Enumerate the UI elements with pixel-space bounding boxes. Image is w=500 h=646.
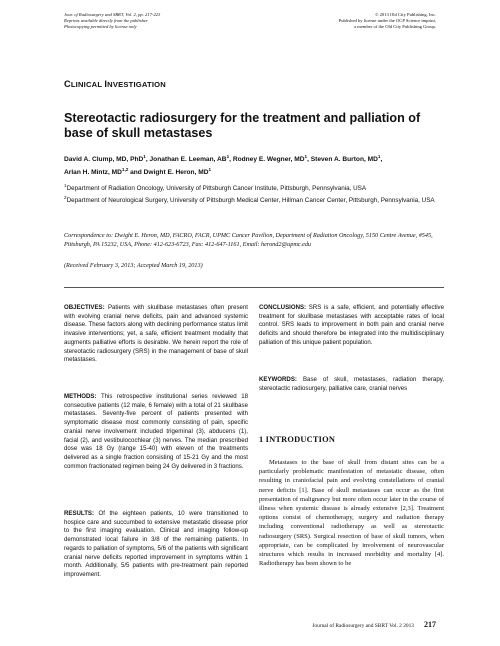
header-line: a member of the Old City Publishing Group. <box>354 24 436 29</box>
affiliation: $^1$Department of Radiation Oncology, University of Pittsburgh Cancer Institute, Pittsburgh, Pennsylvania, USA <box>64 183 367 193</box>
author: David A. Clump, MD, PhD <box>64 156 144 164</box>
abstract-conclusions: CONCLUSIONS: SRS is a safe, efficient, and potentially effective treatment for skullbase metastases with acceptable rates of local control. SRS leads to improvement in both pain and cranial nerve deficits and should therefore be integrated into the multidisciplinary palliation of this unique patient population. <box>259 304 444 346</box>
abstract-objectives: OBJECTIVES: Patients with skullbase metastases often present with evolving cranial nerve deficits, pain and advanced systemic disease. These factors along with declining performance status limit invasive interventions; yet, a safe, efficient treatment modality that augments palliative efforts is desirable. We herein report the role of stereotactic radiosurgery (SRS) in the management of base of skull metastases. <box>64 304 248 364</box>
author: Arlan H. Mintz, MD <box>64 168 122 176</box>
abstract-results: RESULTS: Of the eighteen patients, 10 were transitioned to hospice care and succumbed to extensive metastatic disease prior to the first imaging evaluation. Clinical and imaging follow-up demonstrated local failure in 3/8 of the remaining patients. In regards to palliation of symptoms, 5/6 of the patients with significant cranial nerve deficits reported improvement in symptoms within 1 month. Additionally, 5/5 patients with pre-treatment pain reported improvement. <box>64 510 248 578</box>
author-list: David A. Clump, MD, PhD$^1$, Jonathan E. Leeman, $AB^1$, Rodney E. Wegner, $MD^1$, Steven A. Burton, $MD^1$, Arlan H. Mintz, MD$^{1,2}$ and Dwight E. Heron, $MD^1$ <box>64 154 383 176</box>
section-heading: 1 INTRODUCTION <box>259 435 336 444</box>
copyright-header <box>236 12 436 30</box>
header-line: Reprints available directly from the publisher <box>64 18 148 23</box>
footer-journal: Journal of Radiosurgery and SBRT Vol. 2 2013 <box>312 623 414 629</box>
page-footer <box>312 620 436 629</box>
journal-citation-header <box>64 12 264 30</box>
header-line: Jour. of Radiosurgery and SBRT, Vol. 2, pp. 217-223 <box>64 12 161 17</box>
body-paragraph: Metastases to the base of skull from distant sites can be a particularly problematic manifestation of metastatic disease, often resulting in craniofacial pain and evolving constellations of cranial nerve deficits [1]. Base of skull metastases can occur as the first presentation of malignancy but more often occur later in the course of illness when systemic disease is already extensive [2,3]. Treatment options consist of chemotherapy, surgery and radiation therapy including conventional radiotherapy as well as stereotactic radiosurgery (SRS). Surgical resection of base of skull tumors, when appropriate, can be complicated by involvement of neurovascular structures which results in increased morbidity and mortality [4]. Radiotherapy has been shown to be <box>259 459 444 568</box>
received-dates: (Received February 3, 2013; Accepted March 19, 2013) <box>64 262 203 269</box>
header-line: Published by license under the OCP Science imprint, <box>338 18 436 23</box>
author: Dwight E. Heron, MD <box>143 168 209 176</box>
section-label: CLINICAL INVESTIGATION <box>64 79 166 89</box>
author: Steven A. Burton, MD <box>310 156 378 164</box>
divider <box>64 287 444 288</box>
affiliation: $^2$Department of Neurological Surgery, University of Pittsburgh Medical Center, Hillman Cancer Center, Pittsburgh, Pennsylvania, USA <box>64 195 435 205</box>
correspondence: Correspondence to: Dwight E. Heron, MD, FACRO, FACR, UPMC Cancer Pavilion, Department of Radiation Oncology, 5150 Centre Avenue, #545, Pittsburgh, PA 15232, USA, Phone: 412-623-6723, Fax: 412-647-1161, Email: herond2@upmc.edu <box>64 232 433 249</box>
author: Rodney E. Wegner, MD <box>232 156 305 164</box>
author: Jonathan E. Leeman, AB <box>149 156 227 164</box>
abstract-methods: METHODS: This retrospective institutional series reviewed 18 consecutive patients (12 male, 6 female) with a total of 21 skullbase metastases. Seventy-five percent of patients presented with symptomatic disease most commonly consisting of pain, specific cranial nerve involvement included trigeminal (3), abducens (1), facial (2), and vestibulocochlear (3) nerves. The median prescribed dose was 18 Gy (range 15-40) with eleven of the treatments delivered as a single fraction consisting of 15-21 Gy and the most common fractionated regimen being 24 Gy delivered in 3 fractions. <box>64 393 248 470</box>
header-line: Photocopying permitted by license only <box>64 24 137 29</box>
page-number: 217 <box>424 620 436 629</box>
article-title: Stereotactic radiosurgery for the treatment and palliation of base of skull metastases <box>64 111 421 140</box>
affiliations <box>64 181 444 205</box>
keywords: KEYWORDS: Base of skull, metastases, radiation therapy, stereotactic radiosurgery, palliative care, cranial nerves <box>259 376 444 392</box>
header-line: © 2013 Old City Publishing, Inc. <box>374 12 436 17</box>
